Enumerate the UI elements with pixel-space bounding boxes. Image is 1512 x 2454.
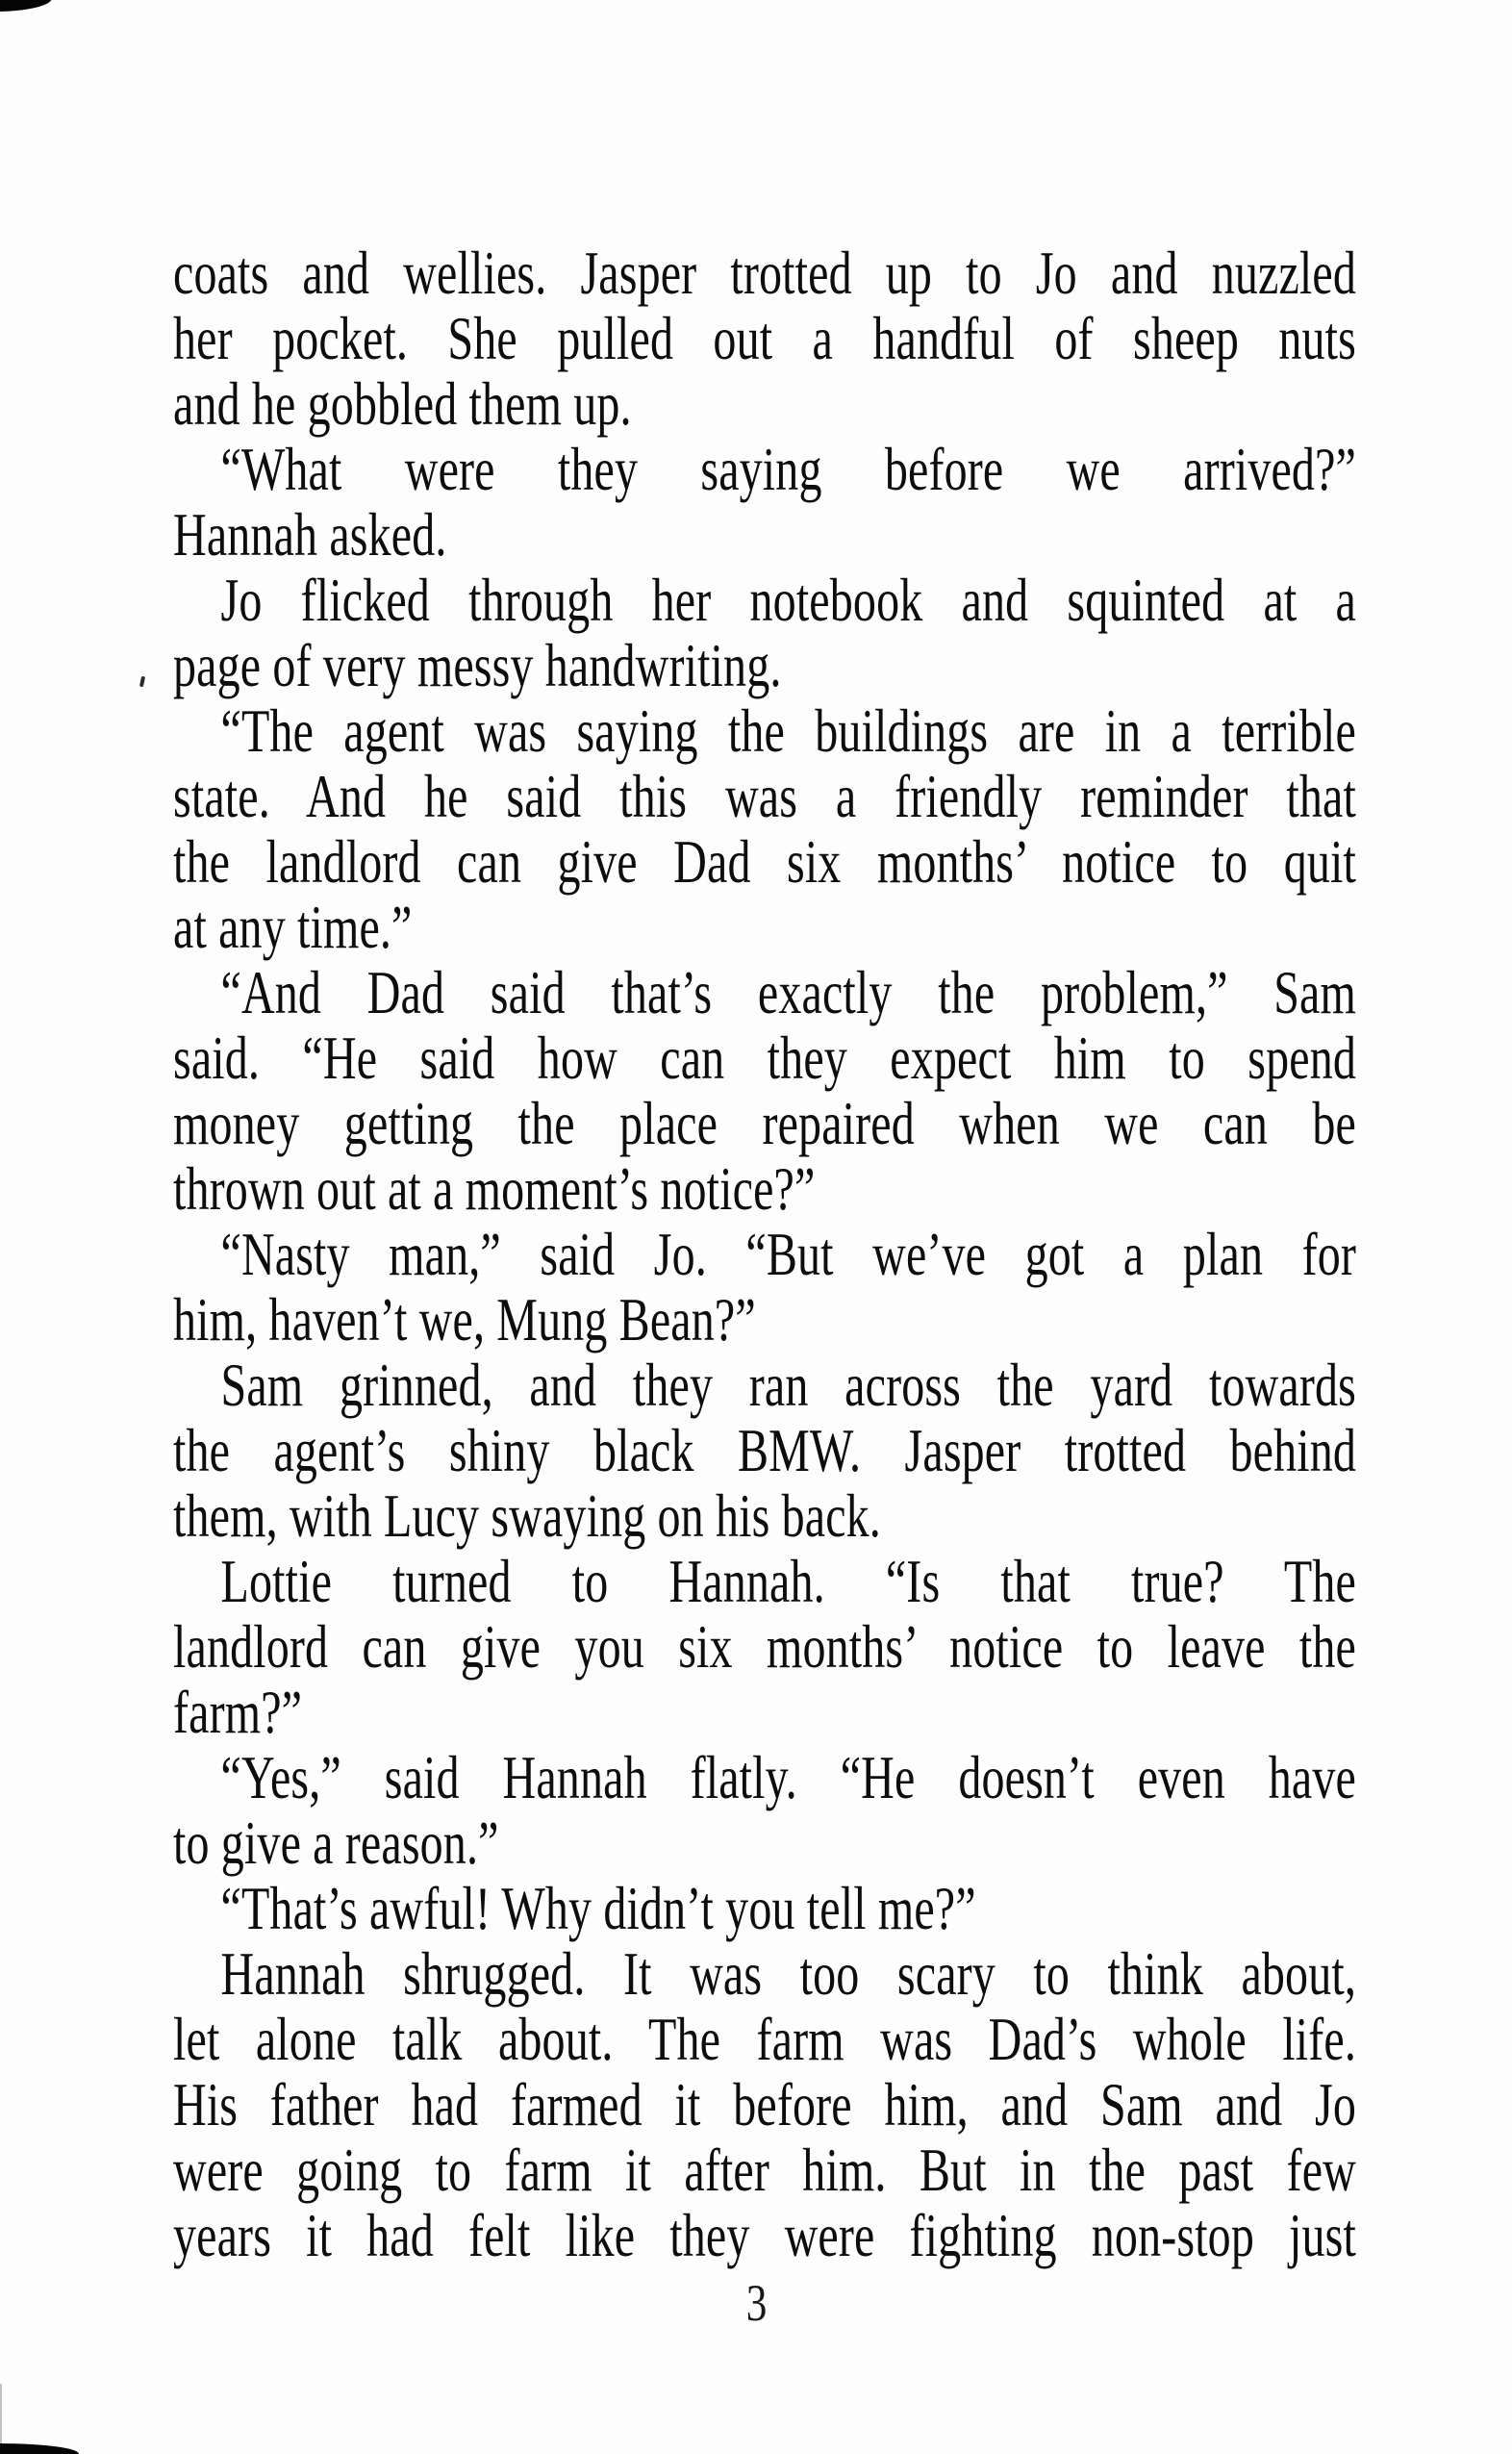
text-line: and he gobbled them up. bbox=[173, 369, 632, 438]
text-line: at any time.” bbox=[173, 893, 413, 961]
text-line: Jo flicked through her notebook and squinted at a bbox=[220, 566, 1356, 634]
scan-artifact-top-left bbox=[0, 0, 52, 12]
text-line: state. And he said this was a friendly reminder that bbox=[173, 762, 1356, 830]
text-line: “And Dad said that’s exactly the problem,” Sam bbox=[220, 958, 1356, 1026]
text-line: Hannah asked. bbox=[173, 500, 447, 569]
text-line: said. “He said how can they expect him to spend bbox=[173, 1024, 1356, 1092]
text-line: thrown out at a moment’s notice?” bbox=[173, 1154, 816, 1223]
text-line: to give a reason.” bbox=[173, 1809, 499, 1877]
text-line: Lottie turned to Hannah. “Is that true? The bbox=[220, 1547, 1356, 1615]
scan-artifact-bottom-left bbox=[0, 2443, 79, 2454]
text-line: “What were they saying before we arrived?” bbox=[220, 435, 1356, 503]
text-line: money getting the place repaired when we can be bbox=[173, 1089, 1356, 1157]
text-line: “Yes,” said Hannah flatly. “He doesn’t even have bbox=[220, 1743, 1356, 1811]
text-line: “That’s awful! Why didn’t you tell me?” bbox=[220, 1874, 976, 1942]
page-number: 3 bbox=[745, 2274, 767, 2332]
text-line: coats and wellies. Jasper trotted up to Jo and nuzzled bbox=[173, 239, 1356, 307]
text-line: let alone talk about. The farm was Dad’s whole life. bbox=[173, 2005, 1356, 2073]
text-line: Sam grinned, and they ran across the yard towards bbox=[220, 1351, 1356, 1419]
text-line: the agent’s shiny black BMW. Jasper trotted behind bbox=[173, 1416, 1356, 1484]
text-line: His father had farmed it before him, and Sam and Jo bbox=[173, 2070, 1356, 2138]
text-block bbox=[173, 240, 1512, 2268]
text-line: him, haven’t we, Mung Bean?” bbox=[173, 1285, 756, 1353]
text-line: “The agent was saying the buildings are in a terrible bbox=[220, 696, 1356, 765]
scan-speck bbox=[139, 676, 145, 688]
text-line: farm?” bbox=[173, 1678, 303, 1746]
text-line: “Nasty man,” said Jo. “But we’ve got a plan for bbox=[220, 1220, 1356, 1288]
text-line: years it had felt like they were fighting non-stop just bbox=[173, 2201, 1356, 2269]
text-line: the landlord can give Dad six months’ notice to quit bbox=[173, 827, 1356, 896]
text-line: landlord can give you six months’ notice to leave the bbox=[173, 1612, 1356, 1681]
text-line: page of very messy handwriting. bbox=[173, 631, 782, 699]
text-line: Hannah shrugged. It was too scary to think about, bbox=[220, 1939, 1356, 2008]
scan-artifact-left-edge bbox=[0, 2384, 2, 2443]
text-line: her pocket. She pulled out a handful of sheep nuts bbox=[173, 304, 1356, 372]
text-line: were going to farm it after him. But in the past few bbox=[173, 2136, 1356, 2204]
text-line: them, with Lucy swaying on his back. bbox=[173, 1481, 881, 1550]
